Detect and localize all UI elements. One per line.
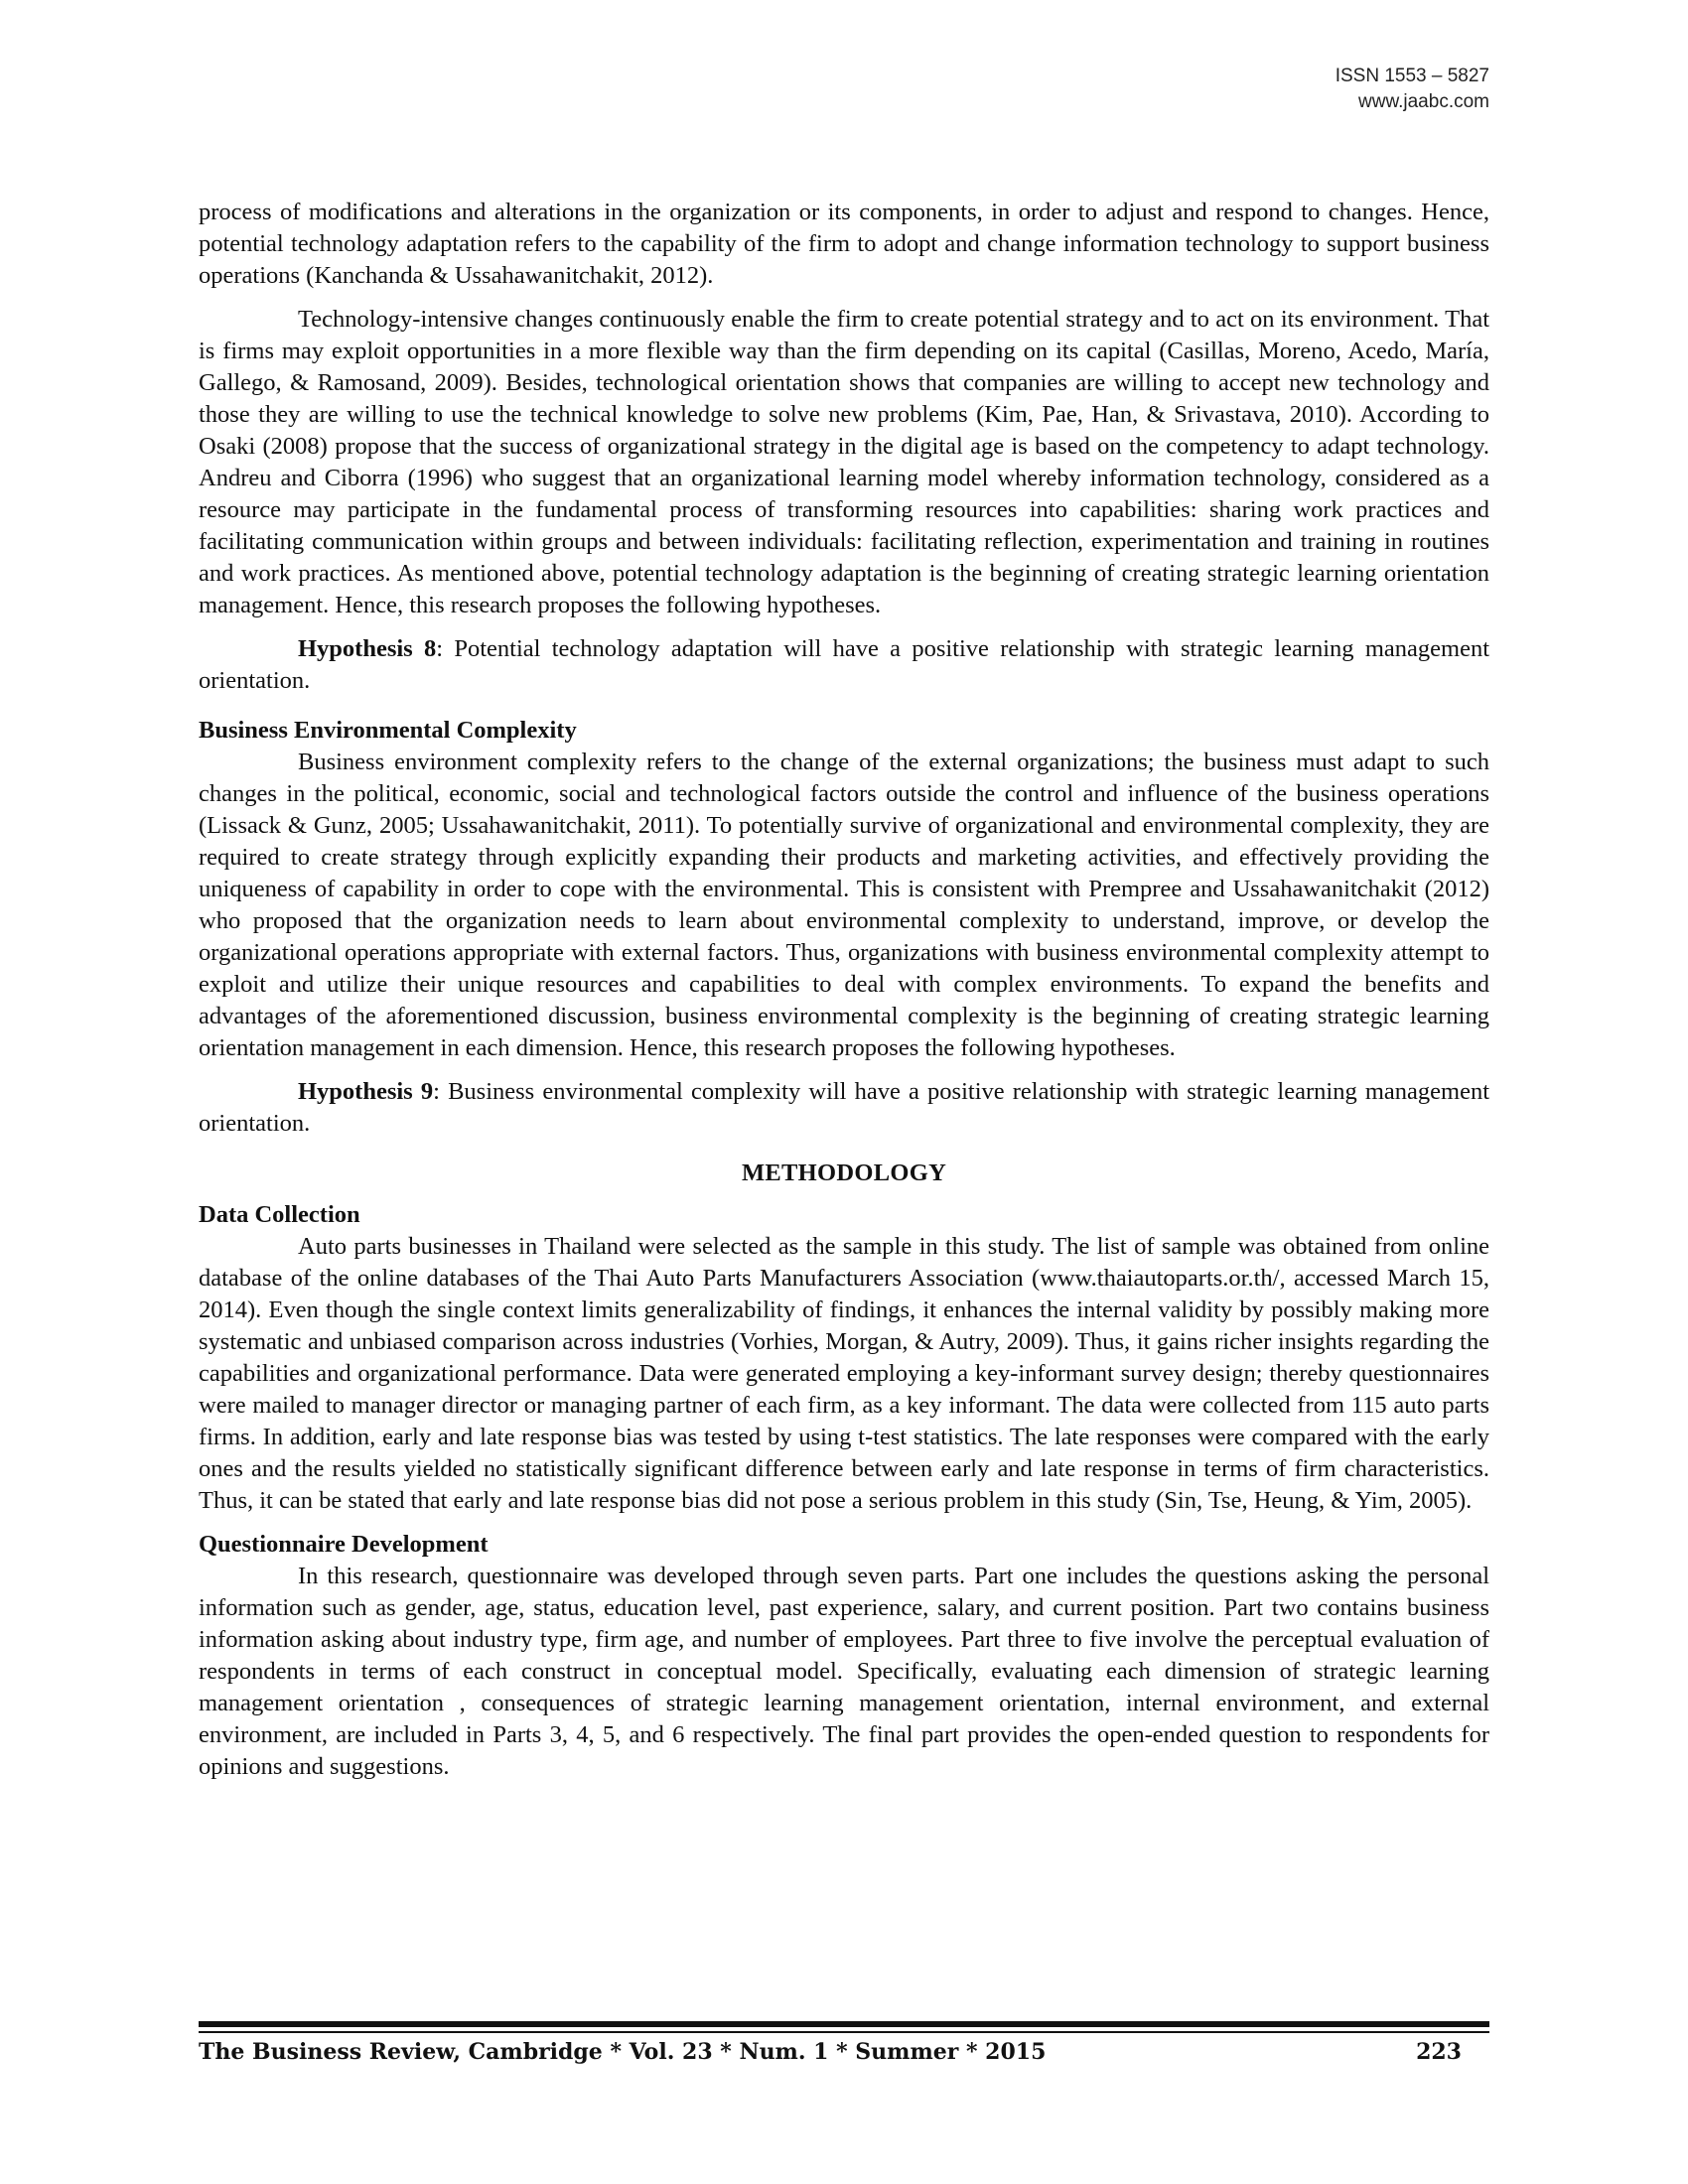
heading-business-environmental-complexity: Business Environmental Complexity [199,717,577,744]
page-footer [199,2021,1489,2065]
hypothesis-8 [199,633,1489,697]
heading-questionnaire-development: Questionnaire Development [199,1531,489,1558]
paragraph-business-environmental-complexity: Business environment complexity refers to the change of the external organizations; the business must adapt to such changes in the political, economic, social and technological factors outside the control and influence of the business operations (Lissack & Gunz, 2005; Ussahawanitchakit, 2011). To potentially survive of organizational and environmental complexity, they are required to create strategy through explicitly expanding their products and marketing activities, and effectively providing the uniqueness of capability in order to cope with the environmental. This is consistent with Prempree and Ussahawanitchakit (2012) who proposed that the organization needs to learn about environmental complexity to understand, improve, or develop the organizational operations appropriate with external factors. Thus, organizations with business environmental complexity attempt to exploit and utilize their unique resources and capabilities to deal with complex environments. To expand the benefits and advantages of the aforementioned discussion, business environmental complexity is the beginning of creating strategic learning orientation management in each dimension. Hence, this research proposes the following hypotheses. [199,749,1489,1061]
page-number: 223 [1416,2039,1462,2065]
section-title-methodology: METHODOLOGY [741,1160,947,1186]
footer-rule-thick [199,2021,1489,2027]
footer-rule-thin [199,2031,1489,2033]
footer-journal-citation: The Business Review, Cambridge * Vol. 23 * Num. 1 * Summer * 2015 [199,2039,1047,2065]
issn-label: ISSN 1553 – 5827 [1335,66,1489,86]
footer-row [199,2039,1489,2065]
paragraph-technology-changes: Technology-intensive changes continuously enable the firm to create potential strategy and to act on its environment. That is firms may exploit opportunities in a more flexible way than the firm depending on its capital (Casillas, Moreno, Acedo, María, Gallego, & Ramosand, 2009). Besides, technological orientation shows that companies are willing to accept new technology and those they are willing to use the technical knowledge to solve new problems (Kim, Pae, Han, & Srivastava, 2010). According to Osaki (2008) propose that the success of organizational strategy in the digital age is based on the competency to adapt technology. Andreu and Ciborra (1996) who suggest that an organizational learning model whereby information technology, considered as a resource may participate in the fundamental process of transforming resources into capabilities: sharing work practices and facilitating communication within groups and between individuals: facilitating reflection, experimentation and training in routines and work practices. As mentioned above, potential technology adaptation is the beginning of creating strategic learning orientation management. Hence, this research proposes the following hypotheses. [199,306,1489,618]
hypothesis-9 [199,1076,1489,1140]
hypothesis-9-label: Hypothesis 9 [298,1078,434,1105]
paragraph-data-collection: Auto parts businesses in Thailand were selected as the sample in this study. The list of sample was obtained from online database of the online databases of the Thai Auto Parts Manufacturers Association (www.thaiautoparts.or.th/, accessed March 15, 2014). Even though the single context limits generalizability of findings, it enhances the internal validity by possibly making more systematic and unbiased comparison across industries (Vorhies, Morgan, & Autry, 2009). Thus, it gains richer insights regarding the capabilities and organizational performance. Data were generated employing a key-informant survey design; thereby questionnaires were mailed to manager director or managing partner of each firm, as a key informant. The data were collected from 115 auto parts firms. In addition, early and late response bias was tested by using t-test statistics. The late responses were compared with the early ones and the results yielded no statistically significant difference between early and late response in terms of firm characteristics. Thus, it can be stated that early and late response bias did not pose a serious problem in this study (Sin, Tse, Heung, & Yim, 2005). [199,1233,1489,1514]
running-header [1336,64,1489,115]
heading-data-collection: Data Collection [199,1201,360,1228]
journal-website: www.jaabc.com [1358,91,1489,112]
hypothesis-8-label: Hypothesis 8 [298,635,437,662]
article-body [199,197,1489,1795]
paragraph-questionnaire-development: In this research, questionnaire was developed through seven parts. Part one includes the questions asking the personal information such as gender, age, status, education level, past experience, salary, and current position. Part two contains business information asking about industry type, firm age, and number of employees. Part three to five involve the perceptual evaluation of respondents in terms of each construct in conceptual model. Specifically, evaluating each dimension of strategic learning management orientation , consequences of strategic learning management orientation, internal environment, and external environment, are included in Parts 3, 4, 5, and 6 respectively. The final part provides the open-ended question to respondents for opinions and suggestions. [199,1563,1489,1780]
hypothesis-8-text: : Potential technology adaptation will have a positive relationship with strategic learning management orientation. [199,635,1489,694]
paragraph-continuation: process of modifications and alterations in the organization or its components, in order to adjust and respond to changes. Hence, potential technology adaptation refers to the capability of the firm to adopt and change information technology to support business operations (Kanchanda & Ussahawanitchakit, 2012). [199,199,1489,289]
hypothesis-9-text: : Business environmental complexity will have a positive relationship with strategic learning management orientation. [199,1078,1490,1137]
